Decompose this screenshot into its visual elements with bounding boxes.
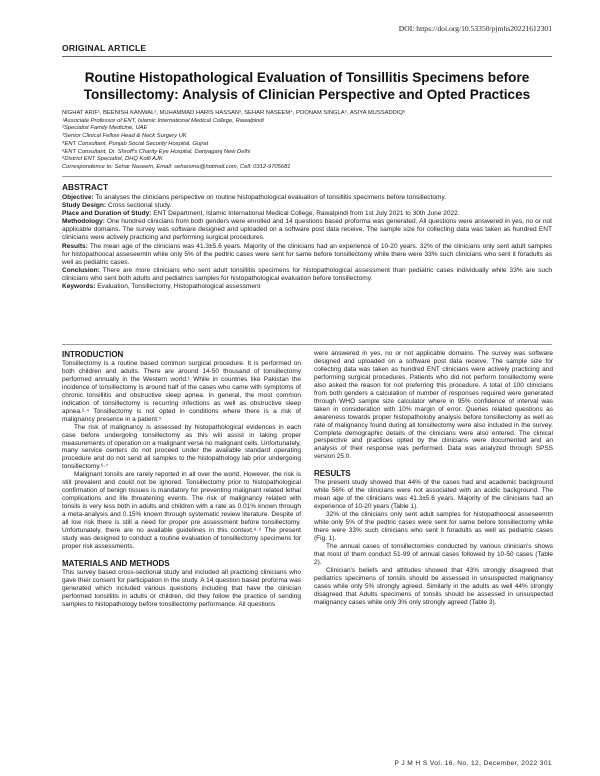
right-column <box>314 350 553 607</box>
affiliation-3: ³Senior Clinical Fellow Head & Neck Surgery UK <box>62 133 187 140</box>
place-label: Place and Duration of Study: <box>62 210 152 218</box>
conclusion-text: There are more clinicians who sent adult tonsillitis specimens for histopathological assessment than pediatric cases individually while 33% are such clinicians who sent both adults and pediatrics samples for histopathological evaluation before tonsillectomy. <box>62 266 552 282</box>
intro-paragraph-2: The risk of malignancy is assessed by histopathological evidences in each case before undergoing tonsillectomy as this will assist in taking proper measurements of operation on a malignant verse no malignant cells. Unfortunately, many service centers do not proceed under the available standard operating procedure and do not send all samples to the histopathology lab prior undergoing tonsillectomy.⁶·⁷ <box>62 423 301 471</box>
objective-text: To analyses the clinicians perspective on routine histopathological evaluation of tonsillitis specimens before tonsillectomy. <box>93 194 447 201</box>
abstract-conclusion <box>62 267 552 283</box>
affiliation-4: ⁴ENT Consultant, Punjab Social Security Hospital, Gujrat <box>62 140 209 147</box>
abstract-bottom-divider <box>62 344 552 345</box>
header-divider <box>62 56 552 57</box>
intro-paragraph-3: Malignant tonsils are rarely reported in all over the world. However, the risk is still prevalent and could not be ignored. Tonsillectomy prior to histopathological confirmation of benign tissues is mandatory for preventing malignant related lethal complications and life threatening events. The risk of malignancy related with tonsils is very less both in adults and children with a rate as 0.01% known through a meta-analysis and 0.15% known through systematic review literature. Despite of all low risk there is still a need for proper pre assessment before tonsillectomy. Unfortunately, there are no available guidelines in this context.⁸·⁹ The present study was designed to conduct a routine evaluation of tonsillectomy specimens for proper risk assessments. <box>62 471 301 550</box>
introduction-heading: INTRODUCTION <box>62 350 124 359</box>
abstract-design <box>62 202 552 210</box>
methods-paragraph-1: This survey based cross-sectional study and included all practicing clinicians who gave their consent for participation in the study. A 14 question based proforma was generated which included various questions including that have the clinician performed tonsillitis in adults or children, did they follow the practice of sending samples to histopathology before tonsillectomy performance. All questions <box>62 568 301 608</box>
keywords-label: Keywords: <box>62 283 96 291</box>
keywords-text: Evaluation, Tonsillectomy, Histopathological assessment <box>95 283 261 291</box>
affiliation-1: ¹Associate Professor of ENT, Islamic International Medical College, Rawalpindi <box>62 117 264 124</box>
results-paragraph-3: The annual cases of tonsillectomies conducted by various clinician's shows that most of them conduct 51-99 of annual cases followed by 10-50 cases (Table 2). <box>314 542 553 566</box>
left-column <box>62 350 301 609</box>
results-label: Results: <box>62 242 88 250</box>
abstract-heading: ABSTRACT <box>62 182 109 192</box>
abstract-objective <box>62 194 552 202</box>
objective-label: Objective: <box>62 194 94 201</box>
affiliation-5: ⁵ENT Consultant, Dr. Shroff's Charity Eye Hospital, Dariyaganj New Delhi <box>62 148 251 155</box>
results-paragraph-2: 32% of the clinicians only sent adult samples for histopathoocal asseseemtn while only 5% of the pedtric cases were sent for same before tonsillectomy while there were 33% such clinicians who sent it foradults as well as pediatric cases (Fig. 1). <box>314 511 553 543</box>
results-paragraph-1: The present study showed that 44% of the cases had and academic background while 56% of the clinicians were not associated with an acidic background. The mean age of the clinicians was 41.3±5.6 years. Majority of the clinicians had an experience of 10-20 years (Table 1). <box>314 479 553 511</box>
methodology-text: One hundred clinicians from both genders were enrolled and 14 questions based proforma was generated. All questions were answered in yes, no or not applicable domains. The survey was software designed and uploaded on a software post data receive. The sample size for collecting data was taken as hundred ENT clinicians were actively practicing and performing surgical procedures. <box>62 218 552 242</box>
section-spacer <box>62 551 301 559</box>
section-spacer <box>314 461 553 469</box>
abstract-methodology <box>62 218 552 242</box>
abstract-top-divider <box>62 176 552 177</box>
abstract-results <box>62 243 552 267</box>
design-text: Cross sectional study. <box>106 202 172 210</box>
journal-footer: P J M H S Vol. 16, No. 12, December, 2022 301 <box>394 760 552 767</box>
author-block <box>62 110 552 172</box>
abstract-section <box>62 182 552 291</box>
results-heading: RESULTS <box>314 469 351 479</box>
methods-paragraph-2: were answered in yes, no or not applicable domains. The survey was software designed and uploaded on a software post data receive. The sample size for collecting data was taken as hundred ENT clinicians were actively practicing and performing surgical procedures. Patients who did not perform tonsillectomy were also asked the reason for not preferring this procedure. A total of 100 clinicians from both genders a calculation of number of responses required were generated through WHO sample size calculator where in 95% confidence of interval was taken in consideration with 10% margin of error. Queries related questions as awareness towards proper histopatholoby analysis before tonsillectomy as well as rate of malignancy found during all tonsillectomy were also included in the survey. Complete demographic details of the clinicians were also entered. The clinical perspective and practices opted by the clinicians were documented and an analysis of their response was performed. Data was analyzed through SPSS version 25.0. <box>314 350 553 461</box>
author-list: NIGHAT ARIF¹, BEENISH KANWAL², MUHAMMAD HARIS HASSAN³, SEHAR NASEEM⁴, POONAM SINGLA⁵, ASIYA MUSSADDIQ⁶ <box>62 110 406 116</box>
conclusion-label: Conclusion: <box>62 266 100 274</box>
place-text: ENT Department, Islamic International Medical College, Rawalpindi from 1st July 2021 to 30th June 2022. <box>151 210 460 218</box>
intro-paragraph-1: Tonsillectomy is a routine based common surgical procedure. It is performed on both children and adults. There are around 14-50 thousand of tonsillectomy performed annually in the Western world.¹ While in countries like Pakistan the incidence of tonsillectomy is around half of the cases who came with symptoms of chronic tonsillitis and obstructive sleep apnea. In general, the most common indication of tonsillectomy is recurring infections as well as obstructive sleep apnea.²·⁴ Tonsillectomy is not opted in conditions where there is a risk of malignancy presence in a patient.⁵ <box>62 360 301 423</box>
results-paragraph-4: Clinician's beliefs and attitudes showed that 43% strongly disagreed that pediatrics specimens of tonsils should be assessed in unsuspected malignancy cases while only 5% strongly agreed. Similarly in the adults as well 44% strongly disagreed that Adults specimens of tonsils should be assessed in unsuspected malignancy cases while only 3% only strongly agreed (Table 3). <box>314 566 553 606</box>
article-type-label: ORIGINAL ARTICLE <box>62 43 147 53</box>
article-title: Routine Histopathological Evaluation of Tonsillitis Specimens before Tonsillectomy: Analysis of Clinician Perspective and Opted Practices <box>83 70 531 102</box>
results-text: The mean age of the clinicians was 41.3±5.6 years. Majority of the clinicians had an experience of 10-20 years. 32% of the clinicians only sent adult samples for histopathoocal asseseemtn while only 5% of the pedtric cases were sent for same before tonsillectomy while there were 33% such clinicians who sent it foradults as well as pediatric cases. <box>62 242 552 266</box>
affiliation-2: ²Specialist Family Medicine, UAE <box>62 125 148 132</box>
abstract-keywords <box>62 283 552 291</box>
doi-line[interactable]: DOI: https://doi.org/10.53350/pjmhs20221612301 <box>398 24 552 33</box>
affiliation-6: ⁶District ENT Specialist, DHQ Kotli AJK <box>62 156 163 163</box>
methods-heading: MATERIALS AND METHODS <box>62 558 170 568</box>
abstract-place <box>62 210 552 218</box>
design-label: Study Design: <box>62 202 107 210</box>
correspondence-line: Correspondence to: Sehar Naseem, Email: seharsma@hotmail.com, Cell: 0312-9705681 <box>62 163 291 170</box>
methodology-label: Methodology: <box>62 218 105 226</box>
